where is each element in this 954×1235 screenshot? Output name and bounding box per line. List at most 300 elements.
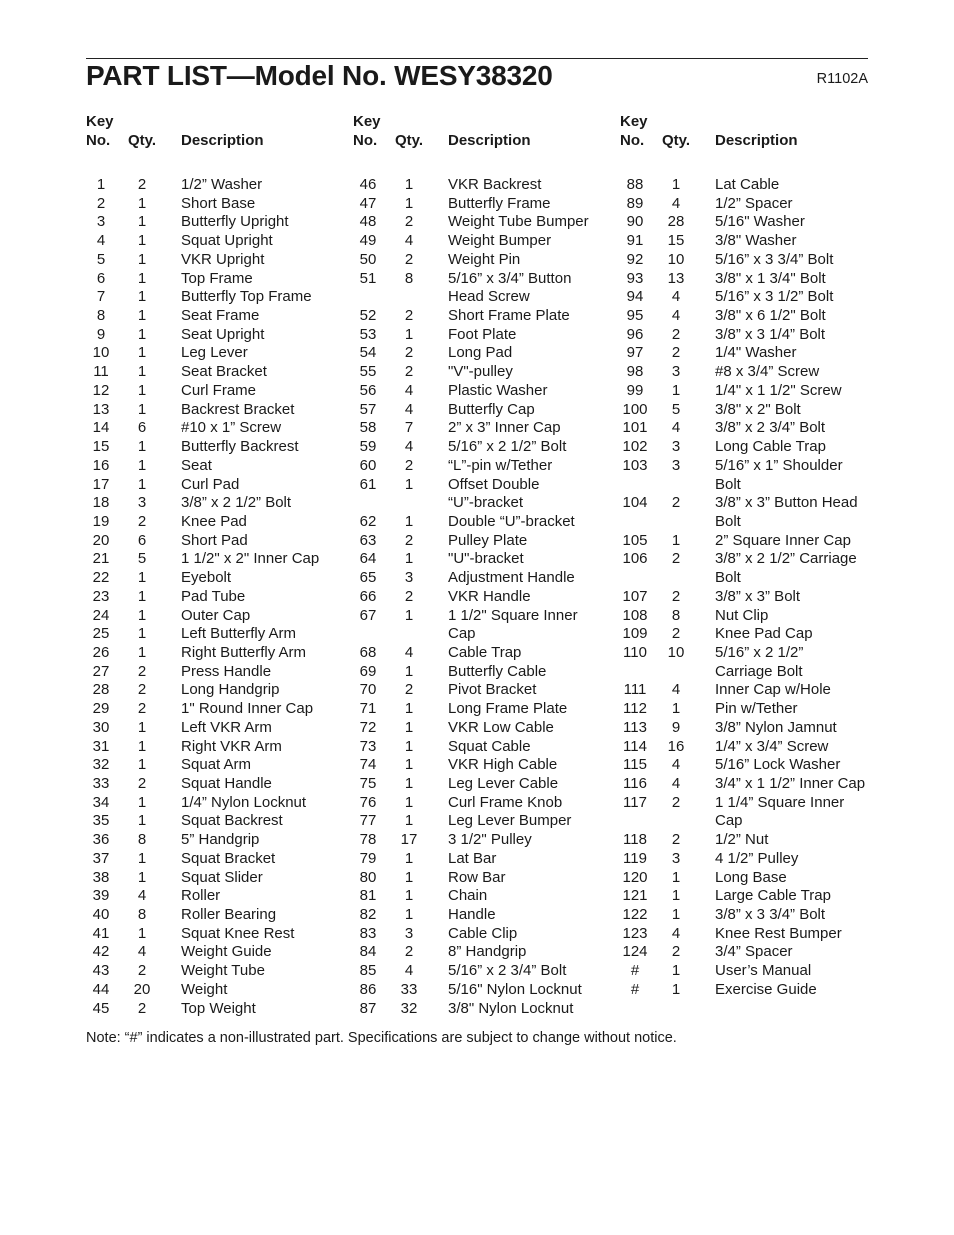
part-row — [353, 850, 613, 869]
header-no-label: No. — [353, 132, 378, 149]
part-qty: 2 — [404, 344, 414, 362]
part-qty: 1 — [404, 700, 414, 718]
part-row — [86, 476, 346, 495]
part-key-no: 89 — [626, 194, 644, 212]
part-description: 3/8” Nylon Jamnut — [715, 718, 837, 736]
part-qty: 4 — [404, 232, 414, 250]
part-description: Knee Pad — [181, 512, 247, 530]
part-key-no: 100 — [622, 400, 648, 418]
part-description: Butterfly Cap — [448, 400, 535, 418]
part-key-no: 59 — [359, 438, 377, 456]
part-key-no: 60 — [359, 456, 377, 474]
part-row — [620, 850, 880, 869]
part-key-no: 26 — [92, 643, 110, 661]
part-row — [86, 550, 346, 569]
part-description: Bolt — [715, 569, 741, 587]
part-key-no: # — [630, 962, 640, 980]
part-description: Cap — [715, 812, 743, 830]
part-row — [353, 812, 613, 831]
part-row — [353, 195, 613, 214]
part-row — [353, 494, 613, 513]
part-qty: 4 — [671, 924, 681, 942]
part-qty: 4 — [671, 681, 681, 699]
part-qty: 1 — [137, 475, 147, 493]
part-description: Eyebolt — [181, 569, 232, 587]
part-qty: 1 — [404, 718, 414, 736]
part-qty: 1 — [137, 849, 147, 867]
part-row — [86, 925, 346, 944]
part-key-no: 5 — [96, 250, 106, 268]
part-qty: 1 — [671, 531, 681, 549]
part-qty: 13 — [667, 269, 685, 287]
part-qty: 5 — [671, 400, 681, 418]
part-row — [620, 700, 880, 719]
part-description: Bolt — [715, 475, 741, 493]
part-description: 3/8” x 3 1/4” Bolt — [715, 325, 826, 343]
part-key-no: 71 — [359, 700, 377, 718]
part-row — [353, 943, 613, 962]
part-key-no: 22 — [92, 569, 110, 587]
part-description: Weight — [181, 980, 228, 998]
part-row — [620, 925, 880, 944]
part-key-no: 86 — [359, 980, 377, 998]
part-qty: 4 — [671, 288, 681, 306]
part-qty: 8 — [137, 831, 147, 849]
part-row — [620, 906, 880, 925]
part-qty: 1 — [137, 194, 147, 212]
part-qty: 1 — [137, 307, 147, 325]
part-row — [86, 756, 346, 775]
part-qty: 8 — [137, 906, 147, 924]
part-qty: 2 — [404, 363, 414, 381]
part-description: Head Screw — [448, 288, 530, 306]
part-qty: 3 — [404, 924, 414, 942]
part-qty: 2 — [137, 176, 147, 193]
part-qty: 1 — [137, 756, 147, 774]
part-row — [86, 382, 346, 401]
part-qty: 15 — [667, 232, 685, 250]
part-row — [86, 681, 346, 700]
part-row — [86, 363, 346, 382]
part-qty: 2 — [404, 213, 414, 231]
part-key-no: 21 — [92, 550, 110, 568]
part-key-no: 3 — [96, 213, 106, 231]
part-description: Large Cable Trap — [715, 887, 831, 905]
part-qty: 2 — [404, 250, 414, 268]
part-description: 5/16" Nylon Locknut — [448, 980, 582, 998]
part-key-no: 6 — [96, 269, 106, 287]
part-key-no: 62 — [359, 512, 377, 530]
part-description: Squat Handle — [181, 775, 272, 792]
part-key-no: 93 — [626, 269, 644, 287]
top-rule — [86, 58, 868, 59]
part-row — [86, 588, 346, 607]
part-key-no: 105 — [622, 531, 648, 549]
part-row — [620, 344, 880, 363]
part-key-no: 97 — [626, 344, 644, 362]
part-row — [353, 382, 613, 401]
part-key-no: 41 — [92, 924, 110, 942]
part-qty: 1 — [137, 924, 147, 942]
part-key-no: 48 — [359, 213, 377, 231]
part-row — [620, 251, 880, 270]
part-description: Squat Knee Rest — [181, 924, 295, 942]
parts-column-3 — [620, 112, 880, 1000]
part-row — [620, 457, 880, 476]
part-qty: 4 — [404, 400, 414, 418]
part-key-no: 84 — [359, 943, 377, 961]
part-qty: 2 — [404, 456, 414, 474]
part-row — [353, 213, 613, 232]
part-qty: 1 — [137, 718, 147, 736]
part-qty: 20 — [133, 980, 151, 998]
part-description: Adjustment Handle — [448, 569, 575, 587]
part-row — [86, 326, 346, 345]
part-qty: 1 — [404, 475, 414, 493]
part-qty: 1 — [137, 250, 147, 268]
document-code: R1102A — [816, 71, 868, 87]
part-description: 4 1/2” Pulley — [715, 849, 799, 867]
part-row — [620, 213, 880, 232]
part-description: Butterfly Frame — [448, 194, 551, 212]
part-row — [86, 532, 346, 551]
part-key-no: 42 — [92, 943, 110, 961]
part-qty: 1 — [137, 344, 147, 362]
part-key-no: 1 — [96, 176, 106, 193]
part-row — [620, 625, 880, 644]
part-row — [353, 906, 613, 925]
part-description: Top Weight — [181, 999, 256, 1017]
part-key-no: 78 — [359, 831, 377, 849]
part-qty: 1 — [671, 887, 681, 905]
part-qty: 10 — [667, 250, 685, 268]
part-description: Inner Cap w/Hole — [715, 681, 831, 699]
part-key-no: 112 — [623, 700, 647, 718]
part-key-no: 63 — [359, 531, 377, 549]
part-row — [86, 607, 346, 626]
part-row — [353, 1000, 613, 1019]
part-row — [86, 270, 346, 289]
part-qty: 2 — [671, 587, 681, 605]
part-qty: 1 — [404, 849, 414, 867]
part-key-no: 91 — [626, 232, 644, 250]
part-row — [620, 232, 880, 251]
part-description: Short Pad — [181, 531, 248, 549]
part-row — [86, 700, 346, 719]
part-description: Lat Bar — [448, 849, 497, 867]
part-key-no: 119 — [623, 849, 647, 867]
part-row — [620, 831, 880, 850]
part-key-no: 81 — [359, 887, 377, 905]
part-description: #8 x 3/4” Screw — [715, 363, 820, 381]
part-key-no: 51 — [359, 269, 377, 287]
part-description: Right Butterfly Arm — [181, 643, 307, 661]
part-row — [86, 906, 346, 925]
part-key-no: 34 — [92, 793, 110, 811]
part-key-no: 116 — [623, 775, 647, 792]
part-key-no: 103 — [622, 456, 648, 474]
parts-column-2 — [353, 112, 613, 1018]
part-key-no: 110 — [623, 643, 647, 661]
part-qty: 2 — [671, 943, 681, 961]
part-description: VKR Low Cable — [448, 718, 554, 736]
part-description: 3/8” x 2 3/4” Bolt — [715, 419, 826, 437]
part-description: Lat Cable — [715, 176, 780, 193]
part-qty: 1 — [671, 906, 681, 924]
part-qty: 2 — [404, 587, 414, 605]
part-row — [353, 644, 613, 663]
part-qty: 1 — [137, 288, 147, 306]
part-description: Right VKR Arm — [181, 737, 282, 755]
part-qty: 2 — [404, 307, 414, 325]
part-description: Leg Lever Cable — [448, 775, 559, 792]
part-key-no: 32 — [92, 756, 110, 774]
part-key-no: 87 — [359, 999, 377, 1017]
part-description: 5/16" Washer — [715, 213, 805, 231]
part-qty: 1 — [137, 232, 147, 250]
part-qty: 1 — [137, 269, 147, 287]
part-key-no: 72 — [359, 718, 377, 736]
part-qty: 4 — [671, 194, 681, 212]
part-qty: 1 — [404, 194, 414, 212]
part-qty: 1 — [137, 625, 147, 643]
part-description: Seat Bracket — [181, 363, 267, 381]
part-description: 1/2” Washer — [181, 176, 263, 193]
part-description: 5/16” x 3 1/2” Bolt — [715, 288, 834, 306]
part-row — [86, 288, 346, 307]
part-qty: 8 — [404, 269, 414, 287]
part-description: Long Pad — [448, 344, 513, 362]
part-row — [620, 419, 880, 438]
part-key-no: 19 — [92, 512, 110, 530]
part-qty: 2 — [404, 531, 414, 549]
part-key-no: 56 — [359, 381, 377, 399]
part-description: 5” Handgrip — [181, 831, 260, 849]
part-key-no: 29 — [92, 700, 110, 718]
part-qty: 7 — [404, 419, 414, 437]
part-key-no: 18 — [92, 494, 110, 512]
part-row — [353, 607, 613, 626]
part-qty: 2 — [404, 681, 414, 699]
part-row — [86, 719, 346, 738]
part-qty: 3 — [671, 363, 681, 381]
part-key-no: 102 — [622, 438, 648, 456]
part-description: Seat Frame — [181, 307, 260, 325]
part-row — [620, 869, 880, 888]
part-description: 5/16” x 3 3/4” Bolt — [715, 250, 834, 268]
part-description: Nut Clip — [715, 606, 769, 624]
part-row — [620, 887, 880, 906]
part-row — [353, 363, 613, 382]
header-no-label: No. — [86, 132, 111, 149]
part-row — [353, 831, 613, 850]
part-description: Curl Pad — [181, 475, 240, 493]
header-qty-label: Qty. — [395, 132, 424, 149]
part-key-no: 13 — [92, 400, 110, 418]
part-row — [86, 494, 346, 513]
part-row — [353, 288, 613, 307]
part-description: VKR Upright — [181, 250, 265, 268]
part-qty: 1 — [671, 962, 681, 980]
part-description: Short Frame Plate — [448, 307, 570, 325]
part-description: 3/8” x 3” Button Head — [715, 494, 858, 512]
part-qty: 1 — [404, 737, 414, 755]
part-description: Top Frame — [181, 269, 253, 287]
part-key-no: 121 — [622, 887, 648, 905]
part-qty: 1 — [404, 756, 414, 774]
part-key-no: 99 — [626, 381, 644, 399]
part-qty: 1 — [404, 812, 414, 830]
part-key-no: 52 — [359, 307, 377, 325]
part-description: Butterfly Backrest — [181, 438, 299, 456]
part-key-no: 53 — [359, 325, 377, 343]
part-qty: 9 — [671, 718, 681, 736]
part-description: 1/4" x 1 1/2" Screw — [715, 381, 842, 399]
parts-column-1 — [86, 112, 346, 1018]
part-row — [353, 588, 613, 607]
part-row — [86, 831, 346, 850]
part-row — [353, 887, 613, 906]
part-key-no: 40 — [92, 906, 110, 924]
part-row — [620, 494, 880, 513]
part-description: 3/8” x 2 1/2” Bolt — [181, 494, 292, 512]
part-qty: 17 — [400, 831, 418, 849]
part-qty: 4 — [404, 643, 414, 661]
part-key-no: 76 — [359, 793, 377, 811]
part-row — [620, 775, 880, 794]
part-row — [620, 794, 880, 813]
part-description: Weight Tube Bumper — [448, 213, 589, 231]
part-description: Knee Rest Bumper — [715, 924, 842, 942]
part-row — [353, 569, 613, 588]
part-key-no: 104 — [622, 494, 648, 512]
part-row — [86, 438, 346, 457]
part-description: "U"-bracket — [448, 550, 524, 568]
part-qty: 8 — [671, 606, 681, 624]
part-row — [620, 176, 880, 195]
part-qty: 4 — [404, 438, 414, 456]
part-description: Chain — [448, 887, 488, 905]
part-qty: 4 — [671, 419, 681, 437]
part-description: Exercise Guide — [715, 980, 817, 998]
part-qty: 3 — [671, 438, 681, 456]
part-row — [620, 532, 880, 551]
part-key-no: 49 — [359, 232, 377, 250]
part-key-no: 92 — [626, 250, 644, 268]
part-row — [86, 419, 346, 438]
part-description: 3/8" x 6 1/2" Bolt — [715, 307, 826, 325]
part-key-no: 75 — [359, 775, 377, 792]
part-row — [86, 513, 346, 532]
part-description: Backrest Bracket — [181, 400, 295, 418]
part-key-no: 12 — [92, 381, 110, 399]
part-row — [353, 719, 613, 738]
part-row — [620, 681, 880, 700]
part-key-no: 123 — [622, 924, 648, 942]
part-qty: 4 — [404, 381, 414, 399]
part-row — [86, 738, 346, 757]
part-row — [353, 457, 613, 476]
part-qty: 2 — [137, 512, 147, 530]
part-description: Butterfly Top Frame — [181, 288, 312, 306]
part-key-no: 68 — [359, 643, 377, 661]
part-description: Long Cable Trap — [715, 438, 826, 456]
part-qty: 1 — [671, 176, 681, 193]
header-key-label: Key — [86, 113, 114, 130]
part-row — [86, 812, 346, 831]
part-row — [620, 270, 880, 289]
part-key-no: 80 — [359, 868, 377, 886]
part-row — [86, 232, 346, 251]
part-description: 1 1/2" Square Inner — [448, 606, 578, 624]
part-row — [620, 719, 880, 738]
part-key-no: 113 — [623, 718, 647, 736]
part-key-no: 36 — [92, 831, 110, 849]
part-description: Seat — [181, 456, 212, 474]
part-row — [86, 569, 346, 588]
part-qty: 1 — [137, 737, 147, 755]
part-row — [353, 401, 613, 420]
part-row — [86, 850, 346, 869]
part-row — [620, 195, 880, 214]
part-row — [620, 513, 880, 532]
part-description: 1/4” Nylon Locknut — [181, 793, 307, 811]
part-key-no: 16 — [92, 456, 110, 474]
part-qty: 4 — [404, 962, 414, 980]
part-qty: 2 — [671, 325, 681, 343]
part-qty: 1 — [137, 363, 147, 381]
part-row — [620, 476, 880, 495]
part-description: 5/16” x 1” Shoulder — [715, 456, 843, 474]
part-description: 1/4" Washer — [715, 344, 797, 362]
part-row — [620, 962, 880, 981]
part-qty: 1 — [404, 775, 414, 792]
part-row — [353, 962, 613, 981]
part-description: 5/16” x 2 3/4” Bolt — [448, 962, 567, 980]
part-row — [353, 419, 613, 438]
part-key-no: 101 — [622, 419, 648, 437]
part-description: Leg Lever Bumper — [448, 812, 572, 830]
part-key-no: 27 — [92, 662, 110, 680]
part-key-no: 67 — [359, 606, 377, 624]
part-qty: 1 — [137, 643, 147, 661]
part-qty: 3 — [671, 456, 681, 474]
part-key-no: 23 — [92, 587, 110, 605]
part-qty: 32 — [400, 999, 418, 1017]
part-qty: 4 — [137, 887, 147, 905]
part-row — [86, 794, 346, 813]
part-qty: 1 — [137, 793, 147, 811]
part-qty: 4 — [671, 775, 681, 792]
part-qty: 2 — [137, 700, 147, 718]
part-qty: 10 — [667, 643, 685, 661]
part-qty: 28 — [667, 213, 685, 231]
part-qty: 33 — [400, 980, 418, 998]
part-description: 3/4” x 1 1/2” Inner Cap — [715, 775, 866, 792]
part-description: “L”-pin w/Tether — [448, 456, 553, 474]
header-description-label: Description — [181, 132, 264, 149]
part-key-no: 2 — [96, 194, 106, 212]
part-key-no: 108 — [622, 606, 648, 624]
part-description: Handle — [448, 906, 496, 924]
part-key-no: 15 — [92, 438, 110, 456]
header-description-label: Description — [448, 132, 531, 149]
part-row — [353, 681, 613, 700]
part-description: "V"-pulley — [448, 363, 513, 381]
part-description: Bolt — [715, 512, 741, 530]
part-qty: 1 — [671, 381, 681, 399]
part-row — [353, 251, 613, 270]
